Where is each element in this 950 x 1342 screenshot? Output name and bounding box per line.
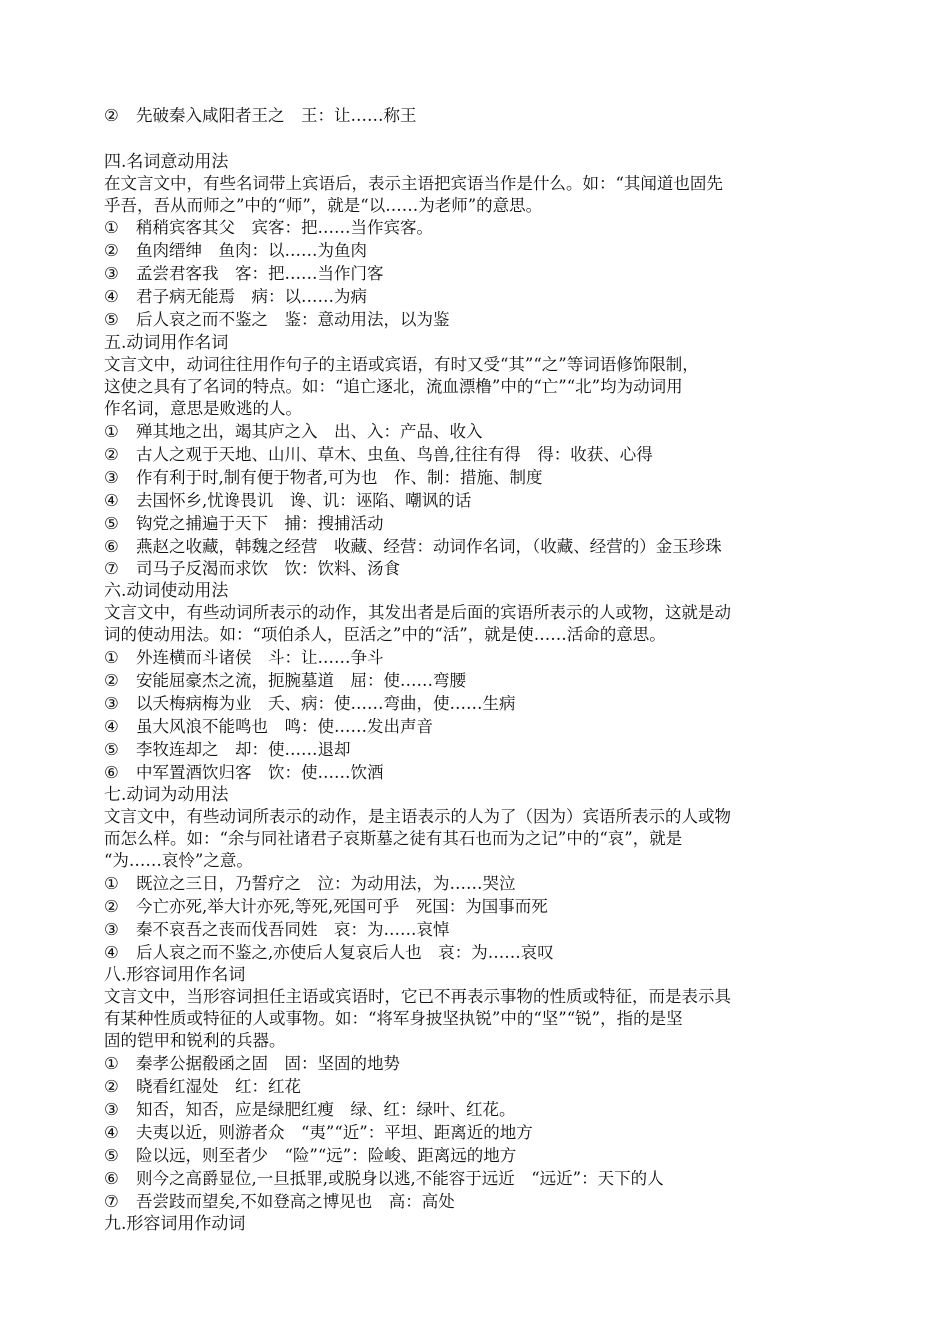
section-heading: 四.名词意动用法 [104,152,229,172]
list-item [104,716,854,738]
section-heading: 九.形容词用作动词 [104,1214,246,1234]
item-number: ⑤ [104,740,119,759]
paragraph-line: 固的铠甲和锐利的兵器。 [104,1031,286,1050]
list-item [104,919,854,941]
item-number: ⑤ [104,310,119,329]
item-text: 险以远，则至者少 “险”“远”：险峻、距离远的地方 [136,1146,517,1165]
item-text: 中军置酒饮归客 饮：使……饮酒 [136,763,384,782]
item-text: 安能屈豪杰之流，扼腕墓道 屈：使……弯腰 [136,671,466,690]
item-text: 后人哀之而不鉴之 鉴：意动用法，以为鉴 [136,310,450,329]
list-item [104,647,854,669]
list-item [104,421,854,443]
list-item [104,1145,854,1167]
item-number: ② [104,671,119,690]
paragraph-line: 有某种性质或特征的人或事物。如：“将军身披坚执锐”中的“坚”“锐”，指的是坚 [104,1009,683,1028]
item-number: ① [104,218,119,237]
item-number: ① [104,422,119,441]
paragraph-line: 文言文中，有些动词所表示的动作，其发出者是后面的宾语所表示的人或物，这就是动 [104,603,731,622]
item-number: ③ [104,920,119,939]
list-item [104,896,854,918]
item-number: ① [104,648,119,667]
item-text: 以夭梅病梅为业 夭、病：使……弯曲，使……生病 [136,694,516,713]
list-item [104,739,854,761]
item-number: ③ [104,264,119,283]
list-item [104,263,854,285]
list-item [104,309,854,331]
item-text: 先破秦入咸阳者王之 王：让……称王 [136,106,417,125]
list-item [104,490,854,512]
paragraph-line: 词的使动用法。如：“项伯杀人，臣活之”中的“活”，就是使……活命的意思。 [104,625,666,644]
list-item [104,217,854,239]
list-item [104,240,854,262]
list-item [104,670,854,692]
item-number: ① [104,874,119,893]
section-heading: 七.动词为动用法 [104,785,229,805]
item-text: 则今之高爵显位,一旦抵罪,或脱身以逃,不能容于远近 “远近”：天下的人 [136,1169,664,1188]
item-number: ⑥ [104,763,119,782]
list-item [104,1191,854,1213]
item-text: 作有利于时,制有便于物者,可为也 作、制：措施、制度 [136,468,543,487]
paragraph-line: 文言文中，有些动词所表示的动作，是主语表示的人为了（因为）宾语所表示的人或物 [104,807,731,826]
item-number: ① [104,1054,119,1073]
intro-item [104,105,854,127]
item-number: ⑥ [104,1169,119,1188]
item-number: ⑥ [104,537,119,556]
item-text: 秦不哀吾之丧而伐吾同姓 哀：为……哀悼 [136,920,450,939]
item-number: ⑦ [104,1192,119,1211]
list-item [104,513,854,535]
item-number: ③ [104,694,119,713]
list-item [104,467,854,489]
item-number: ② [104,445,119,464]
item-number: ⑦ [104,559,119,578]
item-number: ② [104,106,119,125]
item-text: 殚其地之出，竭其庐之入 出、入：产品、收入 [136,422,483,441]
paragraph-line: 作名词，意思是败逃的人。 [104,399,302,418]
section-heading: 八.形容词用作名词 [104,965,246,985]
item-text: 今亡亦死,举大计亦死,等死,死国可乎 死国：为国事而死 [136,897,548,916]
item-text: 鱼肉缙绅 鱼肉：以……为鱼肉 [136,241,367,260]
item-number: ② [104,1077,119,1096]
item-text: 后人哀之而不鉴之,亦使后人复哀后人也 哀：为……哀叹 [136,943,554,962]
item-number: ④ [104,491,119,510]
item-number: ② [104,241,119,260]
paragraph-line: 而怎么样。如：“余与同社诸君子哀斯墓之徒有其石也而为之记”中的“哀”，就是 [104,829,683,848]
item-text: 既泣之三日，乃誓疗之 泣：为动用法，为……哭泣 [136,874,516,893]
list-item [104,536,854,558]
item-number: ⑤ [104,514,119,533]
list-item [104,942,854,964]
item-number: ③ [104,1100,119,1119]
item-text: 司马子反渴而求饮 饮：饮料、汤食 [136,559,400,578]
item-text: 吾尝跂而望矣,不如登高之博见也 高：高处 [136,1192,455,1211]
item-text: 秦孝公据殽函之固 固：坚固的地势 [136,1054,400,1073]
paragraph-line: 乎吾，吾从而师之”中的“师”，就是“以……为老师”的意思。 [104,196,543,215]
item-text: 外连横而斗诸侯 斗：让……争斗 [136,648,384,667]
paragraph-line: 这使之具有了名词的特点。如：“追亡逐北，流血漂橹”中的“亡”“北”均为动词用 [104,377,683,396]
section-heading: 五.动词用作名词 [104,333,229,353]
item-number: ③ [104,468,119,487]
item-text: 君子病无能焉 病：以……为病 [136,287,367,306]
list-item [104,558,854,580]
item-text: 燕赵之收藏，韩魏之经营 收藏、经营：动词作名词，（收藏、经营的）金玉珍珠 [136,537,722,556]
list-item [104,1099,854,1121]
item-text: 孟尝君客我 客：把……当作门客 [136,264,384,283]
item-number: ④ [104,717,119,736]
item-text: 知否，知否，应是绿肥红瘦 绿、红：绿叶、红花。 [136,1100,516,1119]
item-text: 去国怀乡,忧谗畏讥 谗、讥：诬陷、嘲讽的话 [136,491,472,510]
list-item [104,762,854,784]
section-heading: 六.动词使动用法 [104,581,229,601]
list-item [104,693,854,715]
item-number: ④ [104,287,119,306]
item-text: 虽大风浪不能鸣也 鸣：使……发出声音 [136,717,433,736]
paragraph-line: 在文言文中，有些名词带上宾语后，表示主语把宾语当作是什么。如：“其闻道也固先 [104,174,723,193]
item-number: ④ [104,1123,119,1142]
paragraph-line: 文言文中，动词往往用作句子的主语或宾语，有时又受“其”“之”等词语修饰限制， [104,355,699,374]
item-number: ④ [104,943,119,962]
list-item [104,1122,854,1144]
list-item [104,444,854,466]
item-text: 稍稍宾客其父 宾客：把……当作宾客。 [136,218,433,237]
item-number: ⑤ [104,1146,119,1165]
item-text: 李牧连却之 却：使……退却 [136,740,351,759]
list-item [104,286,854,308]
paragraph-line: 文言文中，当形容词担任主语或宾语时，它已不再表示事物的性质或特征，而是表示具 [104,987,731,1006]
paragraph-line: “为……哀怜”之意。 [104,851,253,870]
list-item [104,1053,854,1075]
list-item [104,1076,854,1098]
item-text: 古人之观于天地、山川、草木、虫鱼、鸟兽,往往有得 得：收获、心得 [136,445,653,464]
item-text: 夫夷以近，则游者众 “夷”“近”：平坦、距离近的地方 [136,1123,533,1142]
list-item [104,873,854,895]
item-number: ② [104,897,119,916]
list-item [104,1168,854,1190]
item-text: 晓看红湿处 红：红花 [136,1077,301,1096]
item-text: 钩党之捕遍于天下 捕：搜捕活动 [136,514,384,533]
